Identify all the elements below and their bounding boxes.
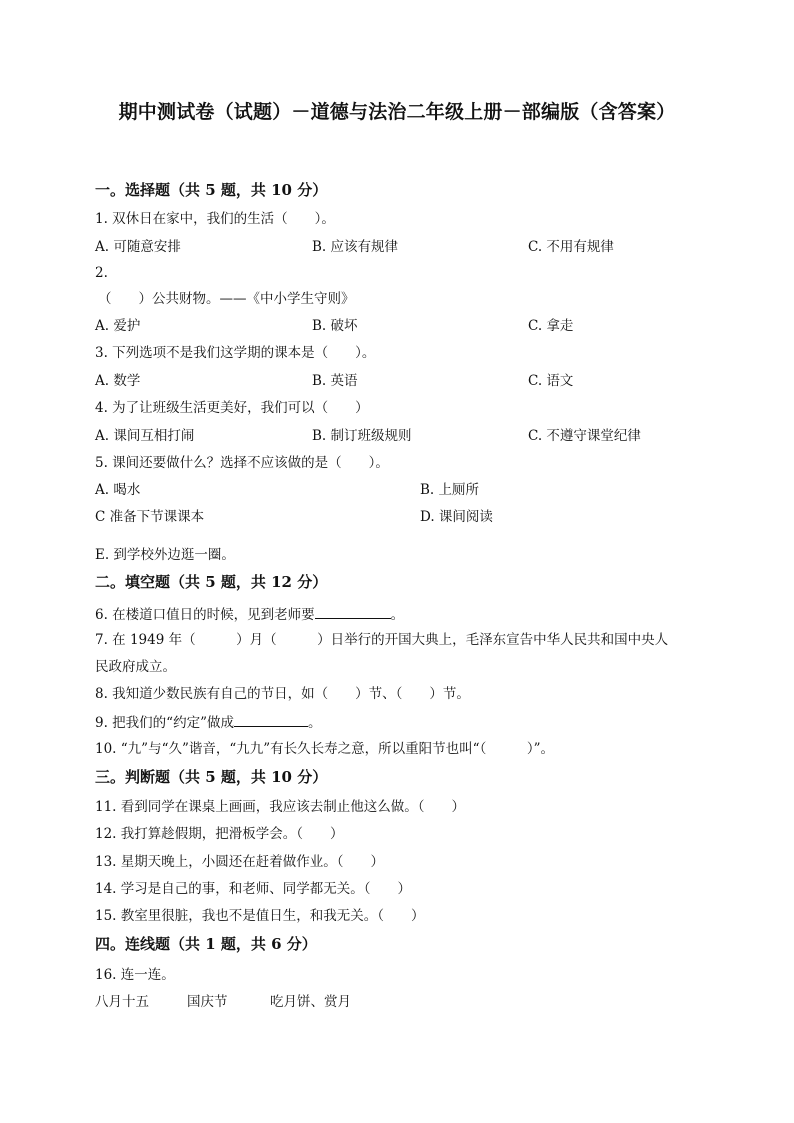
question-11: 11. 看到同学在课桌上画画，我应该去制止他这么做。（ ） <box>95 799 466 815</box>
section-heading-matching: 四。连线题（共 1 题，共 6 分） <box>95 935 317 953</box>
question-2-stem: （ ）公共财物。——《中小学生守则》 <box>98 291 355 307</box>
question-9-blank <box>234 712 308 727</box>
question-5-stem: 5. 课间还要做什么？选择不应该做的是（ ）。 <box>95 455 389 471</box>
question-14: 14. 学习是自己的事，和老师、同学都无关。（ ） <box>95 881 412 897</box>
question-1-stem: 1. 双休日在家中，我们的生活（ ）。 <box>95 211 335 227</box>
question-15: 15. 教室里很脏，我也不是值日生，和我无关。（ ） <box>95 908 425 924</box>
question-9-text: 9. 把我们的“约定”做成 <box>95 715 234 731</box>
question-4-option-b: B. 制订班级规则 <box>312 428 412 444</box>
question-9 <box>95 712 321 732</box>
question-9-end: 。 <box>307 715 322 731</box>
matching-item-festival: 国庆节 <box>187 994 228 1010</box>
question-5-option-c: C 准备下节课课本 <box>95 509 205 525</box>
question-4-stem: 4. 为了让班级生活更美好，我们可以（ ） <box>95 400 369 416</box>
question-2-number: 2. <box>95 265 108 281</box>
question-3-option-b: B. 英语 <box>312 373 358 389</box>
question-1-option-c: C. 不用有规律 <box>528 239 614 255</box>
question-16-stem: 16. 连一连。 <box>95 967 175 983</box>
question-7-line-1: 7. 在 1949 年（ ）月（ ）日举行的开国大典上，毛泽东宣告中华人民共和国中央人 <box>95 632 669 648</box>
question-12: 12. 我打算趁假期，把滑板学会。（ ） <box>95 826 344 842</box>
question-6-blank <box>315 604 391 619</box>
matching-item-custom: 吃月饼、赏月 <box>270 994 351 1010</box>
question-5-option-e: E. 到学校外边逛一圈。 <box>95 547 235 563</box>
question-4-option-a: A. 课间互相打闹 <box>95 428 195 444</box>
question-1-option-b: B. 应该有规律 <box>312 239 399 255</box>
page-title: 期中测试卷（试题）－道德与法治二年级上册－部编版（含答案） <box>118 101 676 123</box>
question-3-stem: 3. 下列选项不是我们这学期的课本是（ ）。 <box>95 345 376 361</box>
question-10: 10. “九”与“久”谐音，“九九”有长久长寿之意，所以重阳节也叫“（ ）”。 <box>95 741 554 757</box>
matching-item-date: 八月十五 <box>95 994 149 1010</box>
question-3-option-a: A. 数学 <box>95 373 141 389</box>
question-1-option-a: A. 可随意安排 <box>95 239 181 255</box>
question-5-option-b: B. 上厕所 <box>420 482 480 498</box>
question-5-option-d: D. 课间阅读 <box>420 509 493 525</box>
section-heading-choice: 一。选择题（共 5 题，共 10 分） <box>95 181 328 199</box>
question-6-end: 。 <box>390 607 405 623</box>
question-5-option-a: A. 喝水 <box>95 482 141 498</box>
question-6 <box>95 604 404 624</box>
question-8: 8. 我知道少数民族有自己的节日，如（ ）节、（ ）节。 <box>95 686 470 702</box>
section-heading-true-false: 三。判断题（共 5 题，共 10 分） <box>95 768 328 786</box>
question-4-option-c: C. 不遵守课堂纪律 <box>528 428 641 444</box>
question-7-line-2: 民政府成立。 <box>95 659 176 675</box>
question-6-text: 6. 在楼道口值日的时候，见到老师要 <box>95 607 315 623</box>
question-3-option-c: C. 语文 <box>528 373 574 389</box>
question-2-option-c: C. 拿走 <box>528 318 574 334</box>
question-13: 13. 星期天晚上，小圆还在赶着做作业。（ ） <box>95 854 385 870</box>
question-2-option-a: A. 爱护 <box>95 318 141 334</box>
section-heading-fill-blank: 二。填空题（共 5 题，共 12 分） <box>95 573 328 591</box>
question-2-option-b: B. 破坏 <box>312 318 358 334</box>
